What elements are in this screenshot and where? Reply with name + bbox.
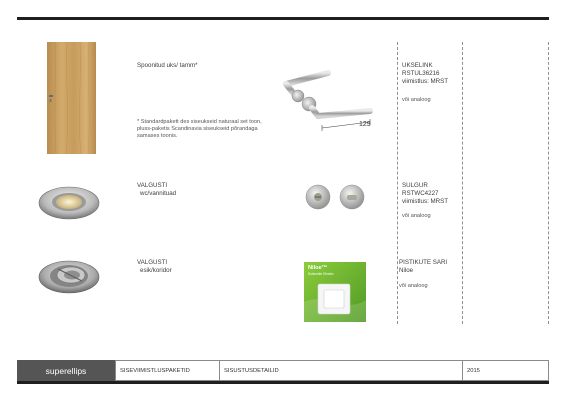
door-handle-image	[276, 58, 376, 144]
hallway-light-spec	[137, 259, 172, 275]
door-title: Spoonitud uks/ tamm*	[137, 62, 198, 69]
socket-series-alternative: või analoog	[399, 283, 428, 289]
column-divider	[462, 42, 463, 324]
wc-lock-spec	[402, 182, 460, 205]
wc-lock-alternative: või analoog	[402, 213, 431, 219]
door-image	[47, 42, 96, 154]
niloe-box-brand: Niloe™	[308, 265, 328, 271]
wc-light-location: wc/vannituad	[140, 189, 177, 197]
ceiling-light-image	[36, 178, 102, 224]
brand-logo: superellips	[17, 360, 115, 381]
door-footnote: * Standardpakett des siseukseid naturaal set toon, pluss-paketis Scandinavia siseukseid põrandaga samases toonis.	[137, 119, 262, 139]
handle-dimension-label: 129	[359, 121, 371, 128]
footer-year: 2015	[462, 360, 549, 381]
column-divider	[548, 42, 549, 324]
handle-finish: viimistlus: MRST	[402, 77, 449, 85]
wc-light-spec	[137, 182, 176, 198]
footer-package: SISEVIIMISTLUSPAKETID	[115, 360, 219, 381]
socket-series-spec	[399, 259, 461, 275]
handle-code: RSTUL36216	[402, 69, 440, 77]
niloe-product-box	[304, 262, 366, 322]
handle-alternative: või analoog	[402, 97, 431, 103]
socket-series-name: Niloe	[399, 266, 414, 274]
hallway-light-location: esik/koridor	[140, 266, 172, 274]
handle-spec	[402, 62, 460, 85]
niloe-box-tagline: Schneider Electric	[308, 272, 334, 276]
column-divider	[397, 42, 398, 324]
bottom-rule	[17, 381, 549, 384]
wc-lock-code: RSTWC4227	[402, 189, 439, 197]
wc-light-title: VALGUSTI	[137, 182, 168, 189]
handle-title: UKSELINK	[402, 62, 433, 69]
socket-series-title: PISTIKUTE SARI	[399, 259, 448, 266]
wc-lock-title: SULGUR	[402, 182, 428, 189]
footer-section: SISUSTUSDETAILID	[219, 360, 462, 381]
top-rule	[17, 17, 549, 20]
adjustable-light-image	[36, 254, 102, 298]
hallway-light-title: VALGUSTI	[137, 259, 168, 266]
wc-lock-finish: viimistlus: MRST	[402, 197, 449, 205]
wc-lock-image	[304, 183, 366, 211]
